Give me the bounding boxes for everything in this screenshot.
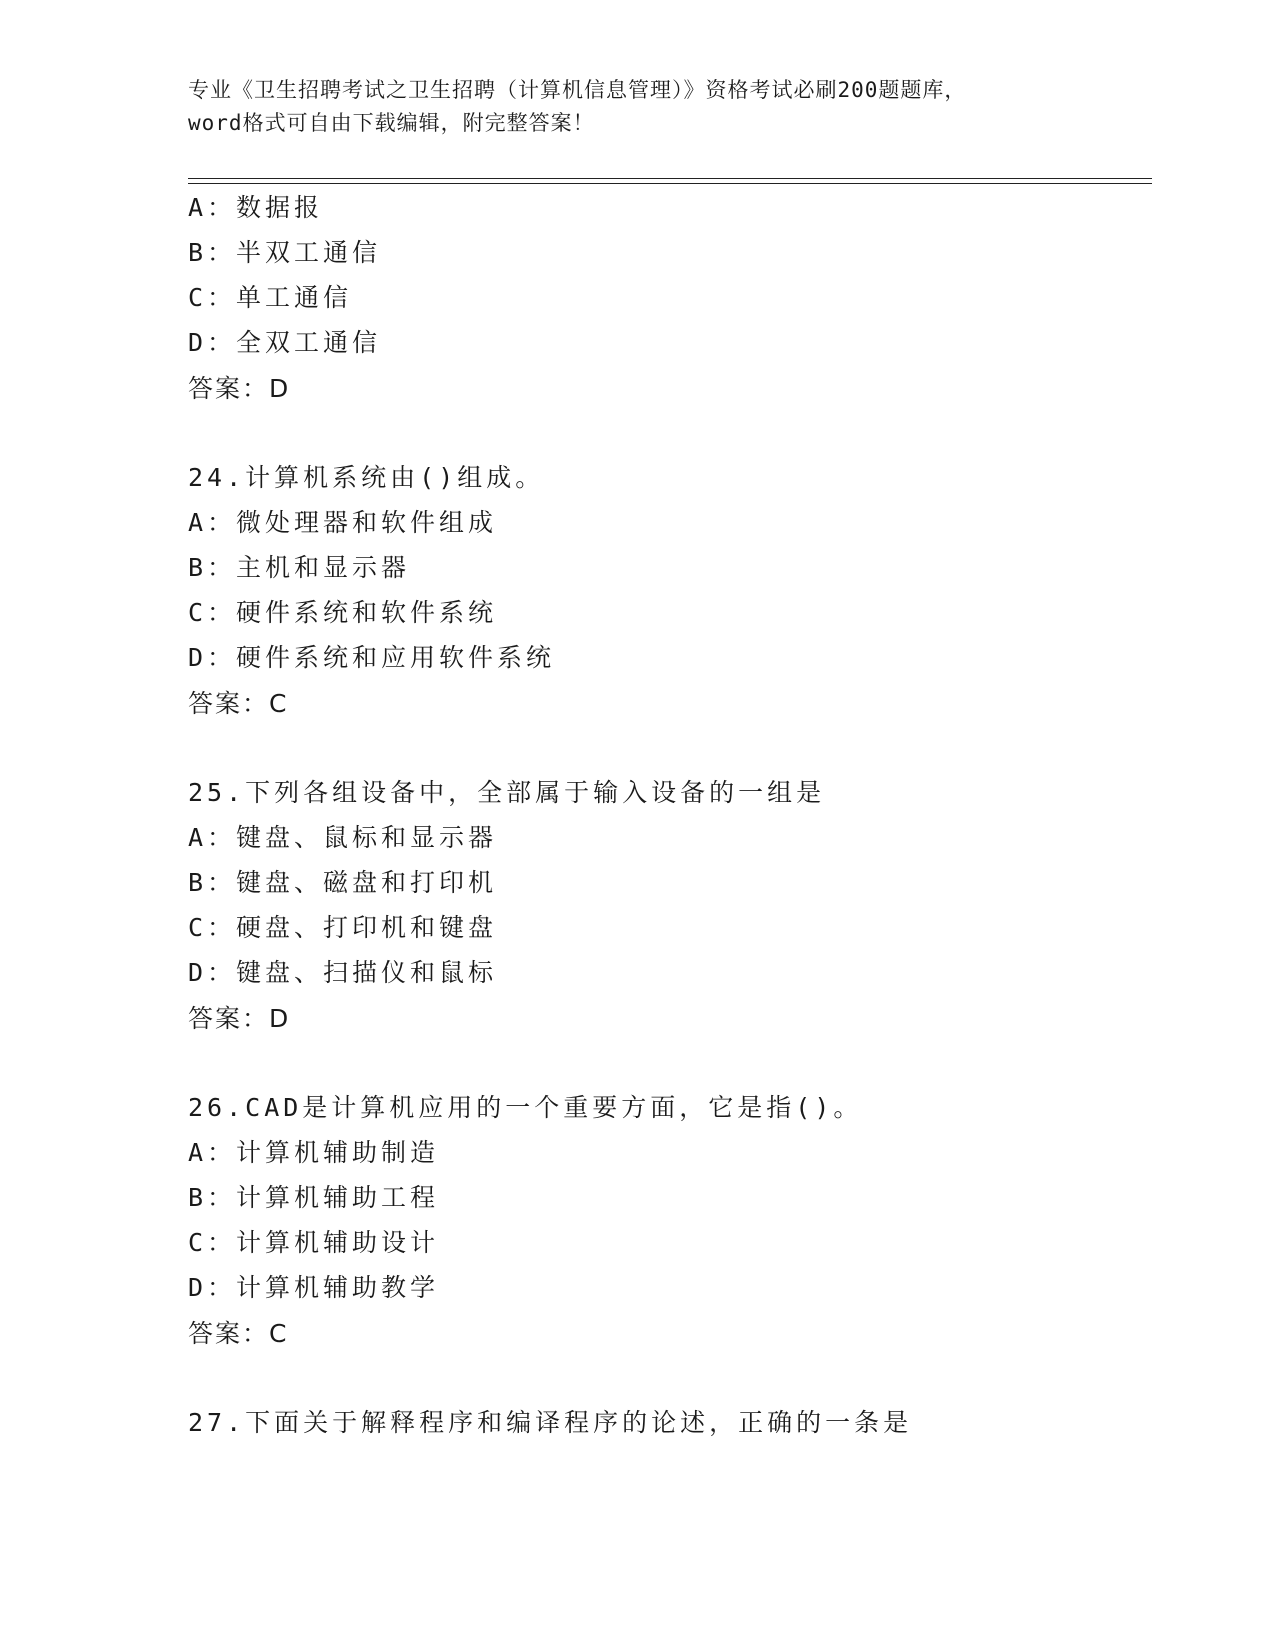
q26-option-d: D：计算机辅助教学 (188, 1273, 440, 1302)
q24-option-d: D：硬件系统和应用软件系统 (188, 643, 556, 672)
q26-question: 26.CAD是计算机应用的一个重要方面，它是指()。 (188, 1093, 863, 1122)
q23-option-b: B：半双工通信 (188, 238, 382, 267)
q25-option-b: B：键盘、磁盘和打印机 (188, 868, 498, 897)
q26-answer: 答案：C (188, 1319, 289, 1348)
q27-question: 27.下面关于解释程序和编译程序的论述，正确的一条是 (188, 1408, 913, 1437)
q26-option-b: B：计算机辅助工程 (188, 1183, 440, 1212)
q26-option-c: C：计算机辅助设计 (188, 1228, 440, 1257)
document-header (188, 74, 1088, 140)
q26-option-a: A：计算机辅助制造 (188, 1138, 440, 1167)
header-line-2: word格式可自由下载编辑，附完整答案！ (188, 111, 595, 135)
q25-option-d: D：键盘、扫描仪和鼠标 (188, 958, 498, 987)
q23-answer: 答案：D (188, 374, 291, 403)
q25-answer: 答案：D (188, 1004, 291, 1033)
q23-option-c: C：单工通信 (188, 283, 353, 312)
q23-option-a: A：数据报 (188, 193, 324, 222)
header-divider-top (188, 178, 1152, 179)
q24-option-c: C：硬件系统和软件系统 (188, 598, 498, 627)
q24-option-a: A：微处理器和软件组成 (188, 508, 498, 537)
q25-question: 25.下列各组设备中，全部属于输入设备的一组是 (188, 778, 826, 807)
header-line-1: 专业《卫生招聘考试之卫生招聘（计算机信息管理）》资格考试必刷200题题库， (188, 78, 967, 102)
q24-option-b: B：主机和显示器 (188, 553, 411, 582)
q25-option-a: A：键盘、鼠标和显示器 (188, 823, 498, 852)
q23-option-d: D：全双工通信 (188, 328, 382, 357)
q24-question: 24.计算机系统由()组成。 (188, 463, 545, 492)
q25-option-c: C：硬盘、打印机和键盘 (188, 913, 498, 942)
header-divider-bottom (188, 183, 1152, 184)
q24-answer: 答案：C (188, 689, 289, 718)
